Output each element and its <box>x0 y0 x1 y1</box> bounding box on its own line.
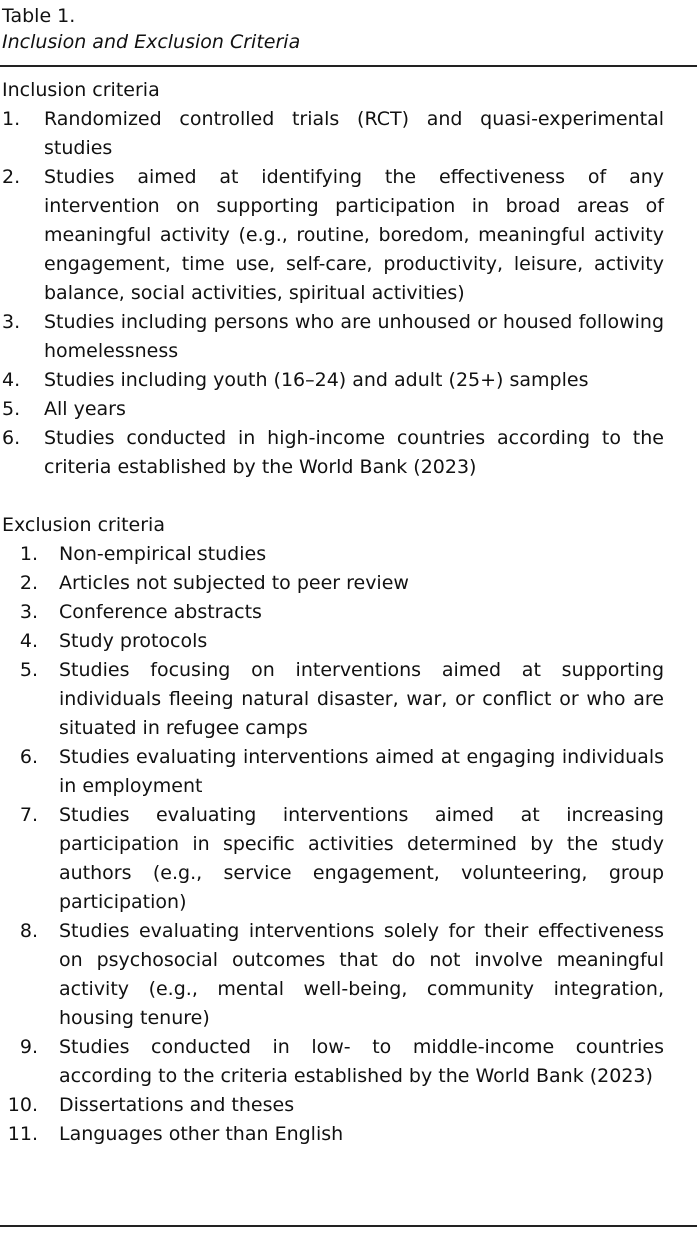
item-text: Studies conducted in high-income countries according to the criteria established by the World Bank (2023) <box>44 427 664 478</box>
item-number: 8. <box>19 920 38 942</box>
inclusion-item <box>2 163 664 308</box>
item-number: 5. <box>2 398 21 420</box>
exclusion-item <box>2 801 664 917</box>
item-number: 1. <box>19 543 38 565</box>
exclusion-item <box>2 1033 664 1091</box>
item-number: 1. <box>2 108 21 130</box>
exclusion-section <box>2 511 664 1149</box>
exclusion-item <box>2 1120 664 1149</box>
table-caption <box>0 0 697 55</box>
inclusion-item <box>2 105 664 163</box>
item-text: Randomized controlled trials (RCT) and quasi-experimental studies <box>44 108 664 159</box>
table-bottom-rule <box>0 1225 697 1227</box>
exclusion-item <box>2 598 664 627</box>
item-number: 6. <box>19 746 38 768</box>
item-number: 11. <box>7 1123 38 1145</box>
item-number: 4. <box>19 630 38 652</box>
table-top-rule <box>0 65 697 67</box>
item-text: Non-empirical studies <box>59 543 267 565</box>
exclusion-item <box>2 540 664 569</box>
item-text: Studies evaluating interventions aimed at increasing participation in specific activities determined by the study authors (e.g., service engagement, volunteering, group participation) <box>59 804 664 913</box>
inclusion-item <box>2 424 664 482</box>
item-text: Studies including youth (16–24) and adult (25+) samples <box>44 369 589 391</box>
table-body <box>2 76 664 1149</box>
item-number: 2. <box>19 572 38 594</box>
item-text: Dissertations and theses <box>59 1094 295 1116</box>
inclusion-heading: Inclusion criteria <box>2 79 160 101</box>
inclusion-section <box>2 76 664 482</box>
exclusion-item <box>2 569 664 598</box>
item-text: Studies evaluating interventions solely for their effectiveness on psychosocial outcomes that do not involve meaningful activity (e.g., mental well-being, community integration, housing tenure) <box>59 920 664 1029</box>
exclusion-item <box>2 656 664 743</box>
exclusion-item <box>2 743 664 801</box>
exclusion-list <box>2 540 664 1149</box>
table-label: Table 1. <box>2 5 76 27</box>
exclusion-item <box>2 917 664 1033</box>
item-text: Studies including persons who are unhoused or housed following homelessness <box>44 311 664 362</box>
item-number: 4. <box>2 369 21 391</box>
table-title: Inclusion and Exclusion Criteria <box>2 31 301 53</box>
item-text: All years <box>44 398 126 420</box>
exclusion-item <box>2 627 664 656</box>
inclusion-item <box>2 395 664 424</box>
inclusion-list <box>2 105 664 482</box>
item-text: Articles not subjected to peer review <box>59 572 409 594</box>
item-text: Studies aimed at identifying the effectiveness of any intervention on supporting participation in broad areas of meaningful activity (e.g., routine, boredom, meaningful activity engagement, time use, self-care, productivity, leisure, activity balance, social activities, spiritual activities) <box>44 166 664 304</box>
item-number: 6. <box>2 427 21 449</box>
exclusion-heading: Exclusion criteria <box>2 514 165 536</box>
item-text: Studies evaluating interventions aimed at engaging individuals in employment <box>59 746 664 797</box>
item-text: Languages other than English <box>59 1123 344 1145</box>
item-text: Studies conducted in low- to middle-income countries according to the criteria established by the World Bank (2023) <box>59 1036 664 1087</box>
item-number: 9. <box>19 1036 38 1058</box>
item-text: Conference abstracts <box>59 601 262 623</box>
inclusion-item <box>2 308 664 366</box>
item-number: 3. <box>19 601 38 623</box>
item-number: 10. <box>7 1094 38 1116</box>
item-number: 5. <box>19 659 38 681</box>
item-text: Study protocols <box>59 630 208 652</box>
inclusion-item <box>2 366 664 395</box>
item-number: 2. <box>2 166 21 188</box>
exclusion-item <box>2 1091 664 1120</box>
item-number: 7. <box>19 804 38 826</box>
item-text: Studies focusing on interventions aimed at supporting individuals fleeing natural disaster, war, or conflict or who are situated in refugee camps <box>59 659 664 739</box>
item-number: 3. <box>2 311 21 333</box>
